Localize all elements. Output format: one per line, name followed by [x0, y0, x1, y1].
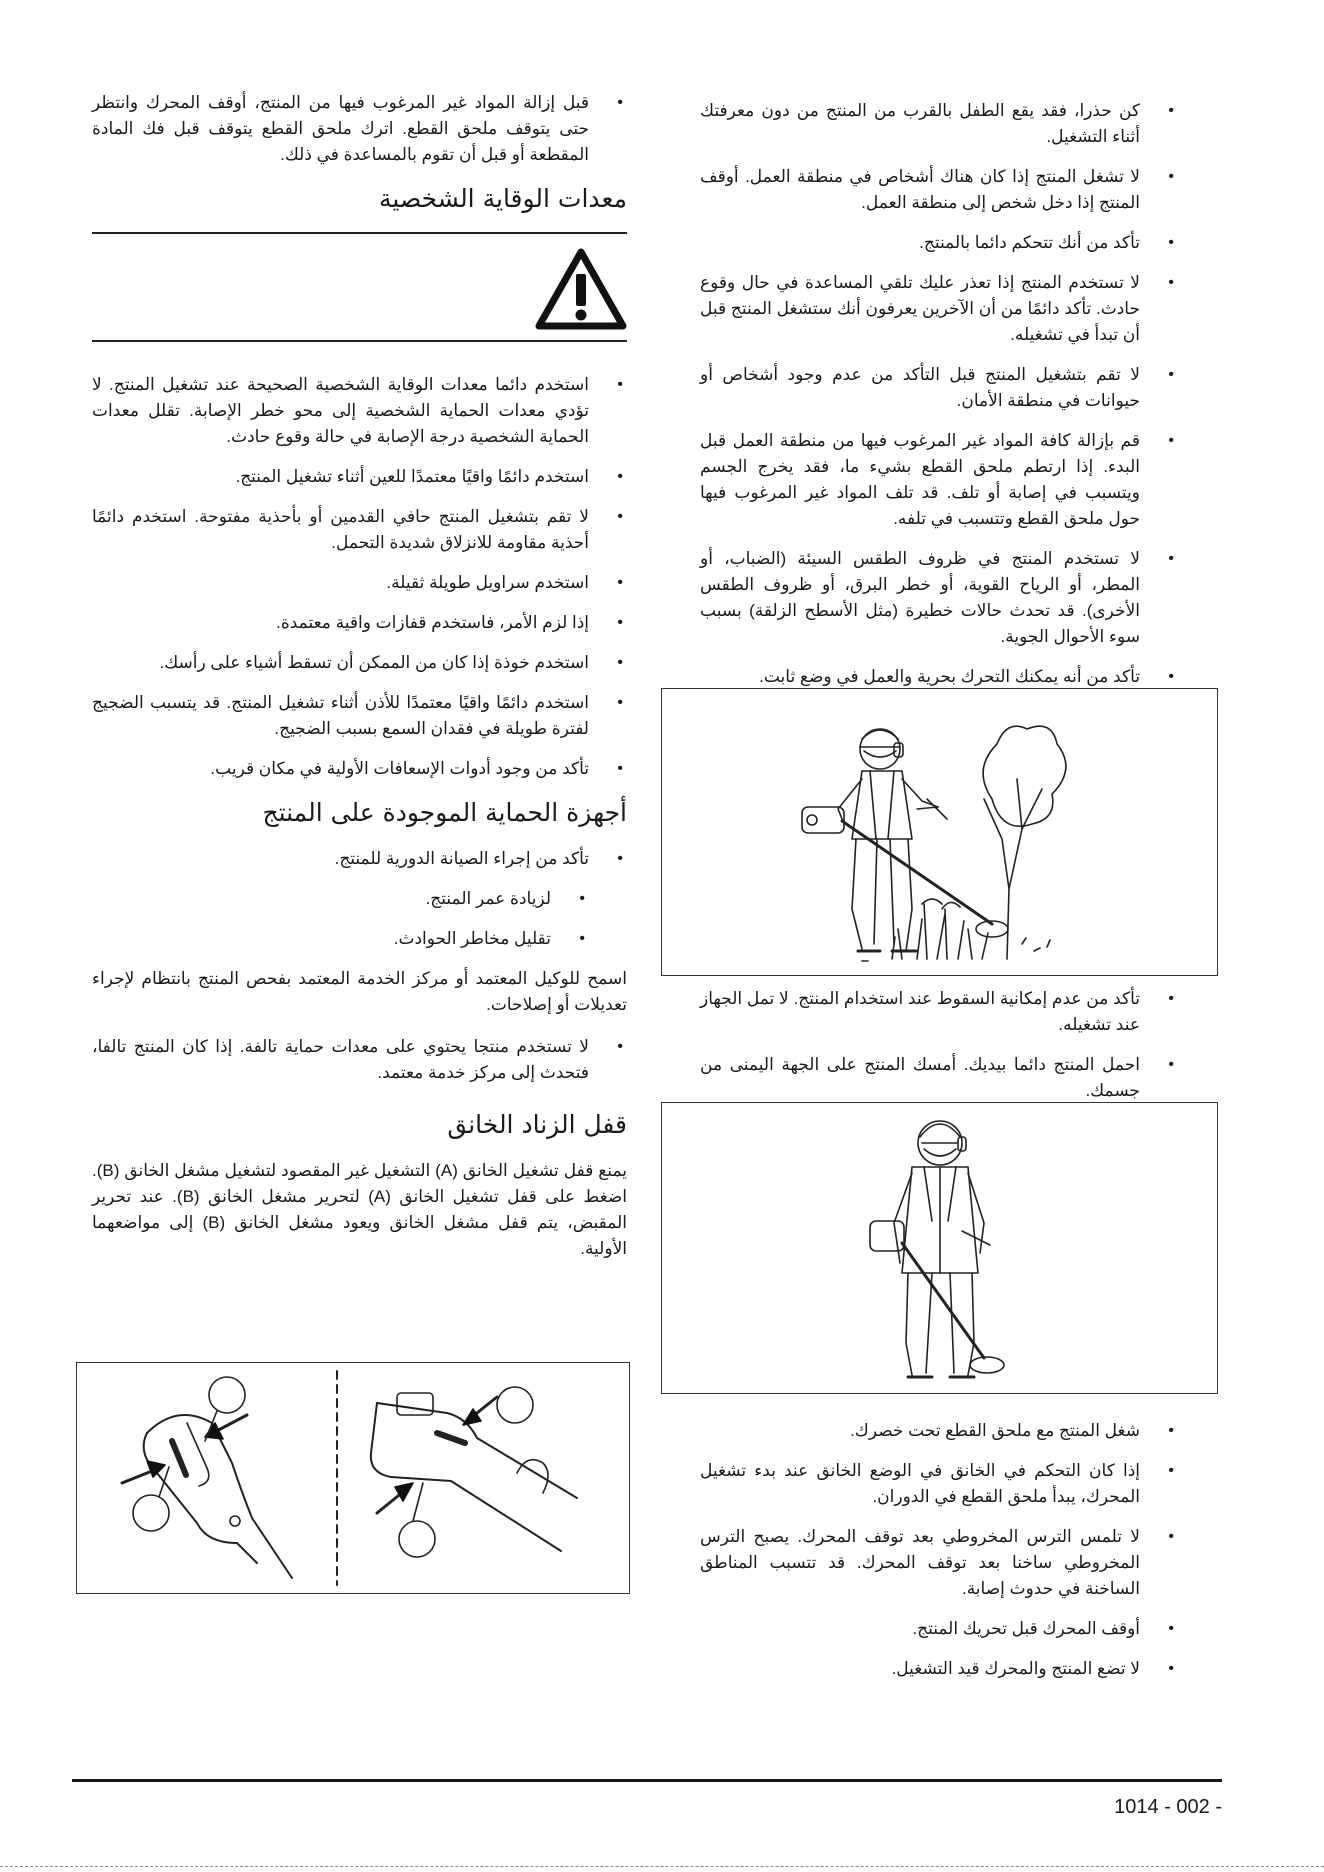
list-item: • تأكد من وجود أدوات الإسعافات الأولية في مكان قريب. — [92, 756, 627, 782]
list-item: • تأكد من عدم إمكانية السقوط عند استخدام المنتج. لا تمل الجهاز عند تشغيله. — [700, 986, 1178, 1038]
list-item: • قم بإزالة كافة المواد غير المرغوب فيها من منطقة العمل قبل البدء. إذا ارتطم ملحق القطع بشيء ما، فقد يخرج الجسم ويتسبب في إصابة أو تلف. قد تلف المواد غير المرغوب فيها حول ملحق القطع وتتسبب في تلفه. — [700, 428, 1178, 532]
list-item: • أوقف المحرك قبل تحريك المنتج. — [700, 1616, 1178, 1642]
list-item: • شغل المنتج مع ملحق القطع تحت خصرك. — [700, 1418, 1178, 1444]
page-cut-line — [0, 1866, 1324, 1867]
list-item: • إذا كان التحكم في الخانق في الوضع الخانق عند بدء تشغيل المحرك، يبدأ ملحق القطع في الدوران. — [700, 1458, 1178, 1510]
list-item: • قبل إزالة المواد غير المرغوب فيها من المنتج، أوقف المحرك وانتظر حتى يتوقف ملحق القطع. اترك ملحق القطع يتوقف قبل فك المادة المقطعة أو قبل أن تقوم بالمساعدة في ذلك. — [92, 90, 627, 168]
trimmer-operation-illustration — [661, 688, 1218, 976]
intro-list — [92, 90, 627, 168]
ppe-list — [92, 372, 627, 782]
right-column — [700, 98, 1178, 704]
throttle-lockout-illustration — [76, 1362, 630, 1594]
list-item: • لا تقم بتشغيل المنتج حافي القدمين أو بأحذية مفتوحة. استخدم دائمًا أحذية مقاومة للانزلاق شديدة التحمل. — [92, 504, 627, 556]
list-item: • احمل المنتج دائما بيديك. أمسك المنتج على الجهة اليمنى من جسمك. — [700, 1052, 1178, 1104]
safety-list-mid — [700, 986, 1178, 1104]
left-column — [92, 90, 627, 1278]
list-item: • لا تستخدم منتجا يحتوي على معدات حماية تالفة. إذا كان المنتج تالفا، فتحدث إلى مركز خدمة معتمد. — [92, 1034, 627, 1086]
list-item: • لزيادة عمر المنتج. — [92, 886, 589, 912]
right-column-mid — [700, 986, 1178, 1118]
protective-sub-list — [92, 886, 589, 952]
trimmer-harness-illustration — [661, 1102, 1218, 1394]
list-item: • لا تشغل المنتج إذا كان هناك أشخاص في منطقة العمل. أوقف المنتج إذا دخل شخص إلى منطقة العمل. — [700, 164, 1178, 216]
operator-harness-drawing — [662, 1103, 1217, 1393]
list-item: • استخدم سراويل طويلة ثقيلة. — [92, 570, 627, 596]
safety-list-top — [700, 98, 1178, 690]
right-column-bottom — [700, 1418, 1178, 1696]
list-item: • تأكد من أنه يمكنك التحرك بحرية والعمل في وضع ثابت. — [700, 664, 1178, 690]
protective-devices-heading: أجهزة الحماية الموجودة على المنتج — [262, 798, 627, 827]
safety-list-bottom — [700, 1418, 1178, 1682]
list-item: • استخدم دائمًا واقيًا معتمدًا للعين أثناء تشغيل المنتج. — [92, 464, 627, 490]
list-item: • إذا لزم الأمر، فاستخدم قفازات واقية معتمدة. — [92, 610, 627, 636]
list-item: • لا تستخدم المنتج في ظروف الطقس السيئة (الضباب، أو المطر، أو الرياح القوية، أو خطر البرق، أو ظروف الطقس الأخرى). قد تحدث حالات خطيرة (مثل الأسطح الزلقة) بسبب سوء الأحوال الجوية. — [700, 546, 1178, 650]
list-item: • تأكد من أنك تتحكم دائما بالمنتج. — [700, 230, 1178, 256]
ppe-heading: معدات الوقاية الشخصية — [379, 184, 627, 213]
list-item: • استخدم دائمًا واقيًا معتمدًا للأذن أثناء تشغيل المنتج. قد يتسبب الضجيج لفترة طويلة في فقدان السمع بسبب الضجيج. — [92, 690, 627, 742]
throttle-lockout-heading: قفل الزناد الخانق — [447, 1110, 627, 1139]
warning-block — [92, 232, 627, 342]
throttle-lockout-paragraph: يمنع قفل تشغيل الخانق (A) التشغيل غير المقصود لتشغيل مشغل الخانق (B). اضغط على قفل تشغيل الخانق (A) لتحرير مشغل الخانق (B). عند تحرير المقبض، يتم قفل مشغل الخانق ويعود مشغل الخانق (B) إلى مواضعهما الأولية. — [92, 1161, 627, 1258]
operator-tree-drawing — [662, 689, 1217, 975]
throttle-handles-drawing — [77, 1363, 629, 1593]
list-item: • لا تقم بتشغيل المنتج قبل التأكد من عدم وجود أشخاص أو حيوانات في منطقة الأمان. — [700, 362, 1178, 414]
list-item: • تقليل مخاطر الحوادث. — [92, 926, 589, 952]
footer-rule — [72, 1779, 1222, 1782]
list-item: • لا تستخدم المنتج إذا تعذر عليك تلقي المساعدة في حال وقوع حادث. تأكد دائمًا من أن الآخرين يعرفون أنك ستشغل المنتج قبل أن تبدأ في تشغيله. — [700, 270, 1178, 348]
list-item: • تأكد من إجراء الصيانة الدورية للمنتج. — [92, 846, 627, 872]
protective-paragraph: اسمح للوكيل المعتمد أو مركز الخدمة المعتمد بفحص المنتج بانتظام لإجراء تعديلات أو إصلاحات. — [92, 969, 627, 1014]
list-item: • استخدم دائما معدات الوقاية الشخصية الصحيحة عند تشغيل المنتج. لا تؤدي معدات الحماية الشخصية إلى محو خطر الإصابة. تقلل معدات الحماية الشخصية درجة الإصابة في حالة وقوع حادث. — [92, 372, 627, 450]
protective-list-2 — [92, 1034, 627, 1086]
protective-list — [92, 846, 627, 872]
page-number: 1014 - 002 - — [1114, 1796, 1222, 1818]
list-item: • كن حذرا، فقد يقع الطفل بالقرب من المنتج من دون معرفتك أثناء التشغيل. — [700, 98, 1178, 150]
list-item: • لا تضع المنتج والمحرك قيد التشغيل. — [700, 1656, 1178, 1682]
list-item: • لا تلمس الترس المخروطي بعد توقف المحرك. يصبح الترس المخروطي ساخنا بعد توقف المحرك. قد تتسبب المناطق الساخنة في حدوث إصابة. — [700, 1524, 1178, 1602]
list-item: • استخدم خوذة إذا كان من الممكن أن تسقط أشياء على رأسك. — [92, 650, 627, 676]
warning-triangle-icon — [535, 248, 627, 330]
